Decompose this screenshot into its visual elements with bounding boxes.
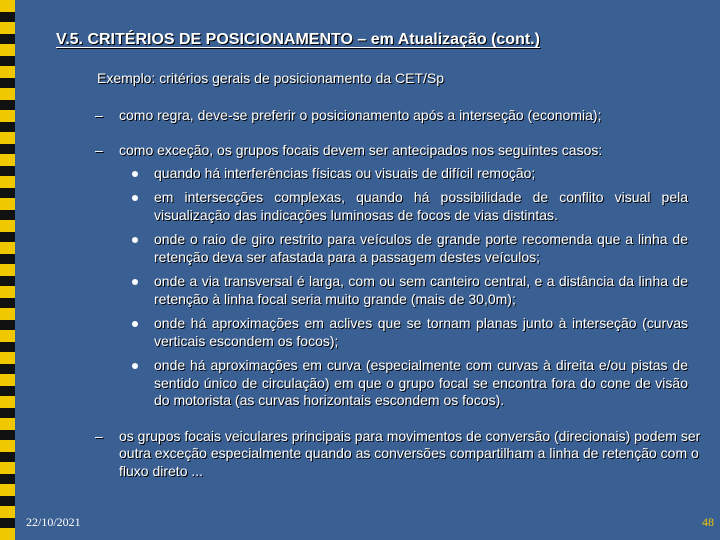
dash-item-rule bbox=[95, 107, 710, 125]
bullet-dot-icon bbox=[132, 237, 138, 243]
intro-text: Exemplo: critérios gerais de posicionamento da CET/Sp bbox=[97, 70, 445, 86]
list-item bbox=[130, 165, 688, 183]
slide-title: V.5. CRITÉRIOS DE POSICIONAMENTO – em Atualização (cont.) bbox=[56, 31, 540, 48]
list-item bbox=[130, 273, 688, 308]
dash-marker: – bbox=[95, 142, 103, 158]
bullet-dot-icon bbox=[132, 321, 138, 327]
bullet-text: em intersecções complexas, quando há possibilidade de conflito visual pela visualização das indicações luminosas de focos de vias distintas. bbox=[154, 189, 688, 223]
dash-item-exception bbox=[95, 142, 710, 160]
dash-item-text: como regra, deve-se preferir o posicionamento após a interseção (economia); bbox=[119, 106, 602, 123]
dash-item-text: os grupos focais veiculares principais para movimentos de conversão (direcionais) podem ser outra exceção especialmente quando as conversões compartilham a linha de retenção com o fluxo direto ... bbox=[119, 427, 701, 479]
dash-marker: – bbox=[95, 106, 103, 123]
list-item bbox=[130, 315, 688, 350]
bullet-text: onde há aproximações em aclives que se tornam planas junto à interseção (curvas verticais escondem os focos); bbox=[154, 315, 688, 349]
bullet-text: onde há aproximações em curva (especialmente com curvas à direita e/ou pistas de sentido único de circulação) em que o grupo focal se encontra fora do cone de visão do motorista (as curvas horizontais escondem os focos). bbox=[154, 357, 688, 408]
bullet-dot-icon bbox=[132, 363, 138, 369]
bullet-dot-icon bbox=[132, 171, 138, 177]
dash-item-conversion bbox=[95, 428, 709, 481]
exception-cases-list bbox=[95, 165, 710, 410]
bullet-text: onde o raio de giro restrito para veículos de grande porte recomenda que a linha de retenção deva ser afastada para a passagem destes veículos; bbox=[154, 231, 688, 265]
list-item bbox=[130, 357, 688, 410]
bullet-dot-icon bbox=[132, 279, 138, 285]
list-item bbox=[130, 231, 688, 266]
bullet-dot-icon bbox=[132, 195, 138, 201]
dash-marker: – bbox=[95, 427, 103, 444]
bullet-text: quando há interferências físicas ou visuais de difícil remoção; bbox=[154, 164, 536, 181]
footer-date: 22/10/2021 bbox=[26, 515, 81, 529]
decorative-stripe-bar bbox=[0, 0, 15, 540]
page-number: 48 bbox=[702, 515, 714, 529]
slide-content bbox=[95, 70, 710, 480]
dash-item-text: como exceção, os grupos focais devem ser antecipados nos seguintes casos: bbox=[119, 142, 603, 158]
bullet-text: onde a via transversal é larga, com ou sem canteiro central, e a distância da linha de retenção à linha focal seria muito grande (mais de 30,0m); bbox=[154, 273, 688, 307]
list-item bbox=[130, 189, 688, 224]
